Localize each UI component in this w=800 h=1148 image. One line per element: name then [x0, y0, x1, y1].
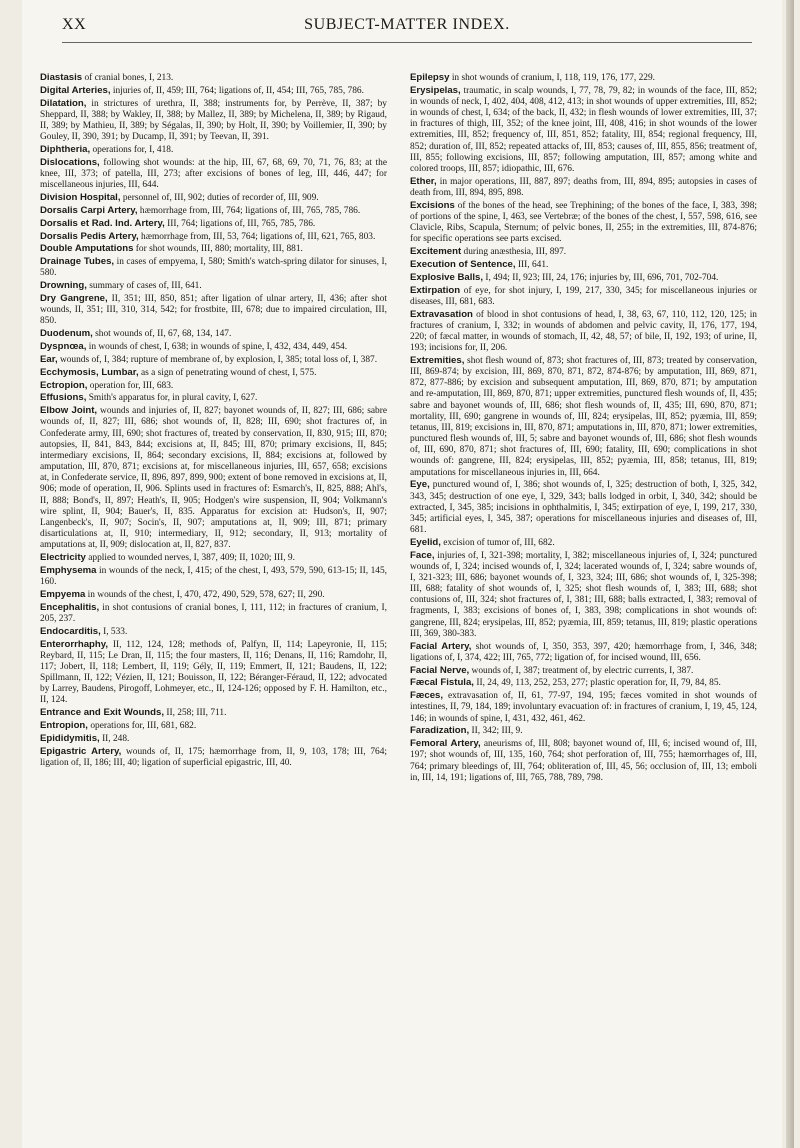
index-entry: [40, 72, 387, 84]
entry-text: II, 24, 49, 113, 252, 253, 277; plastic operation for, II, 79, 84, 85.: [473, 678, 721, 689]
entry-text: wounds of, I, 387; treatment of, by electric currents, I, 387.: [469, 665, 694, 676]
entry-text: for shot wounds, III, 880; mortality, III, 881.: [133, 244, 303, 255]
index-entry: [40, 639, 387, 707]
entry-text: shot wounds of, II, 67, 68, 134, 147.: [92, 329, 232, 340]
entry-heading: Enterorrhaphy,: [40, 638, 109, 650]
index-entry: [410, 537, 757, 549]
entry-text: shot flesh wound of, 873; shot fractures of, III, 873; treated by conservation, III, 869-874; by excision, III, 869, 870, 871, 872, 874-876; by amputation, III, 869, 871, 872, 877-886; by excision and subsequent amputation, III, 869, 870, 871; by amputation and re-amputation, III, 869, 870, 871; upper extremities, punctured flesh wounds of, II, 435; sabre and bayonet wounds of, III, 686; shot flesh wounds of, II, 435; III, 690, 870, 871; mortality, III, 690; gangrene in wounds of, III, 824; erysipelas, III, 852; pyæmia, III, 859; tetanus, III, 819; excisions in, III, 870, 871; amputations in, III, 870, 871; lower extremities, punctured flesh wounds of, III, 5; sabre and bayonet wounds of, III, 686; shot flesh wounds of, III, 690, 870, 871; shot fractures of, III, 690; fatality, III, 690; complications in shot wounds of: gangrene, III, 824; erysipelas, III, 852; pyæmia, III, 858; tetanus, III, 819; amputations for miscellaneous injuries in, III, 664.: [410, 355, 757, 478]
index-entry: [410, 200, 757, 246]
index-entry: [40, 256, 387, 279]
entry-heading: Fæcal Fistula,: [410, 677, 474, 689]
entry-text: punctured wound of, I, 386; shot wounds of, I, 325; destruction of both, I, 325, 342, 343, 345; destruction of one eye, I, 329, 343; balls lodged in orbit, I, 340, 342; should be extracted, I, 345, 385; incisions in ophthalmitis, I, 345; extirpation of eye, I, 199, 217, 330, 345; artificial eyes, I, 345, 387; operations for miscellaneous injuries and diseases of, III, 681.: [410, 480, 757, 535]
index-entry: [40, 280, 387, 292]
entry-text: of cranial bones, I, 213.: [82, 73, 174, 83]
entry-heading: Epididymitis,: [40, 732, 100, 744]
index-entry: [40, 626, 387, 638]
entry-heading: Duodenum,: [40, 328, 93, 340]
index-entry: [410, 725, 757, 737]
entry-heading: Digital Arteries,: [40, 84, 111, 96]
entry-heading: Dilatation,: [40, 97, 87, 109]
entry-heading: Double Amputations: [40, 243, 134, 255]
entry-text: in wounds of the neck, I, 415; of the chest, I, 493, 579, 590, 613-15; II, 145, 160.: [40, 565, 387, 587]
entry-text: summary of cases of, III, 641.: [86, 281, 202, 292]
entry-heading: Ecchymosis, Lumbar,: [40, 366, 139, 378]
header-rule: [62, 42, 752, 43]
index-entry: [40, 602, 387, 625]
entry-text: aneurisms of, III, 808; bayonet wound of, III, 6; incised wound of, III, 197; shot wounds of, III, 135, 160, 764; shot perforation of, III, 755; hæmorrhages of, III, 764; primary bleedings of, III, 764; obliteration of, III, 45, 56; occlusion of, III, 13; emboli in, III, 14, 191; ligations of, III, 765, 788, 789, 798.: [410, 739, 757, 783]
entry-text: III, 764; ligations of, III, 765, 785, 786.: [164, 218, 316, 229]
entry-heading: Femoral Artery,: [410, 738, 481, 750]
page-edge: [786, 0, 794, 1148]
entry-text: in wounds of the chest, I, 470, 472, 490, 529, 578, 627; II, 290.: [85, 589, 325, 600]
entry-text: applied to wounded nerves, I, 387, 409; II, 1020; III, 9.: [85, 553, 295, 563]
entry-heading: Faradization,: [410, 725, 470, 737]
index-entry: [40, 720, 387, 732]
entry-text: in cases of empyema, I, 580; Smith's watch-spring dilator for sinuses, I, 580.: [40, 257, 387, 279]
entry-heading: Dorsalis et Rad. Ind. Artery,: [40, 217, 165, 229]
entry-text: Smith's apparatus for, in plural cavity, I, 627.: [86, 393, 258, 404]
entry-text: II, 248.: [99, 733, 130, 744]
index-entry: [410, 309, 757, 355]
entry-heading: Face,: [410, 549, 435, 561]
entry-text: of blood in shot contusions of head, I, 38, 63, 67, 110, 112, 120, 125; in fractures of cranium, I, 332; in wounds of abdomen and pelvic cavity, II, 176, 177, 194, 220; of fæcal matter, in wounds of stomach, II, 42, 48, 57; of bile, II, 192, 193; of urine, II, 193; incisions for, II, 206.: [410, 309, 757, 354]
index-entry: [40, 231, 387, 243]
entry-heading: Entropion,: [40, 720, 88, 731]
entry-text: of the bones of the head, see Trephining; of the bones of the face, I, 383, 398; of portions of the spine, I, 463, see Vertebræ; of the bones of the chest, I, 557, 598, 616, see Clavicle, Ribs, Scapula, Sternum; of pelvic bones, II, 255; in the extremities, III, 874-876; for specific operations see parts excised.: [410, 200, 757, 245]
entry-heading: Epilepsy: [410, 72, 450, 83]
entry-text: traumatic, in scalp wounds, I, 77, 78, 79, 82; in wounds of the face, III, 852; in wounds of neck, I, 402, 404, 408, 412, 413; in shot wounds of upper extremities, III, 852; in wounds of chest, I, 634; of the back, II, 432; in flesh wounds of lower extremities, III, 37; in fractures of thigh, III, 352; of the knee joint, III, 408, 416; in shot wounds of the lower extremities, III, 852; frequency of, III, 851, 852; fatality, III, 854; regional frequency, III, 852; duration of, III, 852; repeated attacks of, III, 853; causes of, III, 855, 856; treatment of, III, 855; following excisions, III, 857; following amputation, III, 857; among white and colored troops, III, 857; idiopathic, III, 676.: [410, 85, 757, 174]
index-entry: [410, 246, 757, 258]
entry-heading: Ear,: [40, 353, 58, 365]
entry-text: I, 533.: [100, 626, 128, 637]
entry-text: operations for, I, 418.: [90, 145, 174, 155]
entry-text: personnel of, III, 902; duties of recorder of, III, 909.: [120, 193, 319, 203]
entry-heading: Fæces,: [410, 690, 444, 702]
left-column: [40, 72, 387, 770]
index-entry: [40, 589, 387, 601]
entry-heading: Dorsalis Pedis Artery,: [40, 230, 139, 242]
index-entry: [410, 665, 757, 677]
index-entry: [40, 746, 387, 769]
index-entry: [40, 565, 387, 588]
entry-heading: Facial Nerve,: [410, 664, 470, 676]
entry-heading: Ether,: [410, 175, 437, 187]
entry-text: wounds and injuries of, II, 827; bayonet wounds of, II, 827; III, 686; sabre wounds of, II, 827; III, 686; shot wounds of, II, 828; III, 690; shot fractures of, in Confederate army, III, 690; shot fractures of, treated by conservation, II, 830, 915; III, 870; autopsies, II, 841, 843, 844; excisions at, II, 845; III, 870; primary excisions, II, 845; intermediary excisions, II, 864; secondary excisions, II, 884; excisions at, followed by amputation, III, 870, 871; excisions at, for miscellaneous injuries, III, 657, 658; excisions at, in Confederate service, II, 896, 897, 899, 900; extent of bone removed in excisions at, II, 906; mode of operation, II, 906. Splints used in fractures of: Esmarch's, II, 825, 888; Ahl's, II, 888; Bond's, II, 897; Heath's, II, 905; Hodgen's wire suspension, II, 904; Volkmann's wire splint, II, 904; Bauer's, II, 835. Apparatus for excision at: Hudson's, II, 907; Langenbeck's, II, 907; Socin's, II, 907; amputations at, II, 909; III, 871; primary disarticulations at, II, 910; intermediary, II, 912; secondary, II, 913; mortality of amputations at, II, 909; dislocation at, II, 827, 837.: [40, 406, 387, 551]
index-entry: [40, 380, 387, 392]
index-entry: [410, 355, 757, 479]
entry-text: in shot contusions of cranial bones, I, 111, 112; in fractures of cranium, I, 205, 237.: [40, 602, 387, 624]
index-entry: [40, 341, 387, 353]
entry-heading: Dry Gangrene,: [40, 293, 108, 305]
entry-text: shot wounds of, I, 350, 353, 397, 420; hæmorrhage from, I, 346, 348; ligations of, I, 374, 422; III, 765, 772; ligation of, for incised wound, III, 656.: [410, 641, 757, 663]
entry-heading: Drainage Tubes,: [40, 256, 115, 268]
entry-heading: Eyelid,: [410, 536, 441, 548]
entry-heading: Entrance and Exit Wounds,: [40, 707, 165, 719]
index-entry: [40, 552, 387, 564]
entry-heading: Diastasis: [40, 72, 83, 83]
entry-heading: Excitement: [410, 246, 462, 258]
entry-text: in major operations, III, 887, 897; deaths from, III, 894, 895; autopsies in cases of death from, III, 894, 895, 898.: [410, 176, 757, 198]
index-entry: [410, 176, 757, 199]
entry-text: hæmorrhage from, III, 764; ligations of, III, 765, 785, 786.: [137, 205, 361, 216]
entry-heading: Diphtheria,: [40, 144, 91, 155]
entry-heading: Dyspnœa,: [40, 341, 87, 353]
entry-heading: Elbow Joint,: [40, 405, 98, 417]
entry-heading: Empyema: [40, 588, 86, 600]
entry-text: hæmorrhage from, III, 53, 764; ligations of, III, 621, 765, 803.: [138, 231, 376, 242]
index-entry: [410, 272, 757, 284]
index-entry: [40, 205, 387, 217]
entry-text: wounds of, II, 175; hæmorrhage from, II, 9, 103, 178; III, 764; ligation of, II, 186; III, 40; ligation of superficial epigastric, III, 40.: [40, 746, 387, 768]
entry-heading: Explosive Balls,: [410, 271, 484, 283]
entry-heading: Erysipelas,: [410, 84, 461, 96]
entry-text: operations for, III, 681, 682.: [87, 721, 197, 731]
index-entry: [40, 354, 387, 366]
entry-heading: Endocarditis,: [40, 625, 101, 637]
entry-heading: Facial Artery,: [410, 640, 472, 652]
entry-heading: Extremities,: [410, 354, 465, 366]
index-entry: [40, 293, 387, 327]
entry-text: extravasation of, II, 61, 77-97, 194, 195; fæces vomited in shot wounds of intestines, II, 79, 184, 189; involuntary evacuation of: in fractures of cranium, I, 19, 45, 124, 146; in wounds of spine, I, 431, 432, 461, 462.: [410, 691, 757, 724]
entry-text: II, 112, 124, 128; methods of, Palfyn, II, 114; Lapeyronie, II, 115; Reybard, II, 115; Le Dran, II, 115; the four masters, II, 116; Denans, II, 116; Ramdohr, II, 117; Jobert, II, 118; Lembert, II, 119; Gély, II, 119; Emmert, II, 121; Baudens, II, 122; Spillmann, II, 122; Vézien, II, 121; Bouisson, II, 122; Béranger-Féraud, II, 122; advocated by Larrey, Baudens, Pirogoff, Lohmeyer, etc., II, 124-126; opposed by F. H. Hamilton, etc., II, 124.: [40, 639, 387, 706]
entry-text: in strictures of urethra, II, 388; instruments for, by Perrève, II, 387; by Sheppard, II, 388; by Wakley, II, 388; by Mallez, II, 389; by Michelena, II, 389; by Rigaud, II, 389; by Mathieu, II, 389; by Ségalas, II, 390; by Holt, II, 390; by Voillemier, II, 390; by Gouley, II, 390, 391; by Ducamp, II, 391; by Teevan, II, 391.: [40, 98, 387, 143]
entry-text: of eye, for shot injury, I, 199, 217, 330, 345; for miscellaneous injuries or diseases, III, 681, 683.: [410, 285, 757, 307]
entry-text: excision of tumor of, III, 682.: [440, 537, 555, 548]
entry-heading: Epigastric Artery,: [40, 745, 122, 757]
index-entry: [40, 243, 387, 255]
entry-heading: Execution of Sentence,: [410, 258, 516, 270]
entry-text: injuries of, I, 321-398; mortality, I, 382; miscellaneous injuries of, I, 324; punctured wounds of, I, 324; incised wounds of, I, 324; lacerated wounds of, I, 324; sabre wounds of, I, 321-323; III, 686; bayonet wounds of, I, 323, 324; III, 686; shot wounds of, I, 325-398; III, 688; fatality of shot wounds of, I, 325; shot flesh wounds of, I, 383; III, 688; shot contusions of, III, 324; shot fractures of, I, 381; III, 688; balls extracted, I, 383; removal of fragments, I, 383; excisions of bones of, I, 383, 398; complications in shot wounds of: gangrene, III, 824; erysipelas, III, 852; pyæmia, III, 859; tetanus, III, 819; plastic operations III, 369, 380-383.: [410, 550, 757, 639]
entry-text: during anæsthesia, III, 897.: [461, 247, 567, 258]
index-entry: [40, 328, 387, 340]
entry-text: in wounds of chest, I, 638; in wounds of spine, I, 432, 434, 449, 454.: [86, 342, 348, 353]
entry-text: I, 494; II, 923; III, 24, 176; injuries by, III, 696, 701, 702-704.: [483, 272, 719, 283]
entry-text: II, 351; III, 850, 851; after ligation of ulnar artery, II, 436; after shot wounds, II, 351; III, 310, 314, 542; for frostbite, III, 678; due to impaired circulation, III, 850.: [40, 294, 387, 327]
entry-heading: Eye,: [410, 479, 430, 491]
entry-heading: Dislocations,: [40, 156, 100, 168]
index-entry: [410, 738, 757, 784]
entry-heading: Ectropion,: [40, 379, 88, 391]
index-entry: [40, 392, 387, 404]
index-entry: [40, 85, 387, 97]
entry-text: III, 641.: [515, 259, 549, 270]
page-number: XX: [62, 16, 87, 33]
right-column: [410, 72, 757, 785]
index-entry: [40, 192, 387, 204]
entry-heading: Dorsalis Carpi Artery,: [40, 204, 138, 216]
index-entry: [40, 218, 387, 230]
index-entry: [40, 367, 387, 379]
index-entry: [410, 690, 757, 724]
entry-text: as a sign of penetrating wound of chest, I, 575.: [138, 367, 317, 378]
entry-heading: Extravasation: [410, 308, 473, 320]
page-title: SUBJECT-MATTER INDEX.: [304, 16, 510, 33]
index-page: [22, 0, 782, 1148]
entry-text: II, 258; III, 711.: [164, 708, 227, 719]
index-entry: [410, 641, 757, 664]
entry-text: in shot wounds of cranium, I, 118, 119, 176, 177, 229.: [449, 73, 656, 83]
entry-text: injuries of, II, 459; III, 764; ligations of, II, 454; III, 765, 785, 786.: [110, 85, 364, 96]
index-entry: [410, 72, 757, 84]
entry-text: II, 342; III, 9.: [469, 726, 523, 737]
index-entry: [410, 479, 757, 536]
entry-text: operation for, III, 683.: [87, 380, 174, 391]
entry-heading: Excisions: [410, 199, 455, 211]
index-entry: [40, 157, 387, 191]
entry-heading: Emphysema: [40, 564, 97, 576]
entry-text: wounds of, I, 384; rupture of membrane of, by explosion, I, 385; total loss of, I, 387.: [57, 354, 378, 365]
entry-heading: Encephalitis,: [40, 601, 100, 613]
index-entry: [410, 285, 757, 308]
index-entry: [40, 405, 387, 551]
index-entry: [410, 259, 757, 271]
entry-heading: Electricity: [40, 552, 86, 563]
index-entry: [40, 144, 387, 156]
index-entry: [410, 85, 757, 175]
index-entry: [410, 677, 757, 689]
index-entry: [40, 733, 387, 745]
entry-text: following shot wounds: at the hip, III, 67, 68, 69, 70, 71, 76, 83; at the knee, III, 373; of patella, III, 273; after excisions of bones of leg, III, 446, 447; for miscellaneous injuries, III, 644.: [40, 157, 387, 191]
entry-heading: Drowning,: [40, 280, 87, 292]
entry-heading: Division Hospital,: [40, 192, 121, 203]
index-entry: [40, 707, 387, 719]
index-entry: [40, 98, 387, 144]
index-entry: [410, 550, 757, 640]
page-header: [62, 16, 752, 40]
entry-heading: Effusions,: [40, 392, 87, 404]
entry-heading: Extirpation: [410, 284, 461, 296]
